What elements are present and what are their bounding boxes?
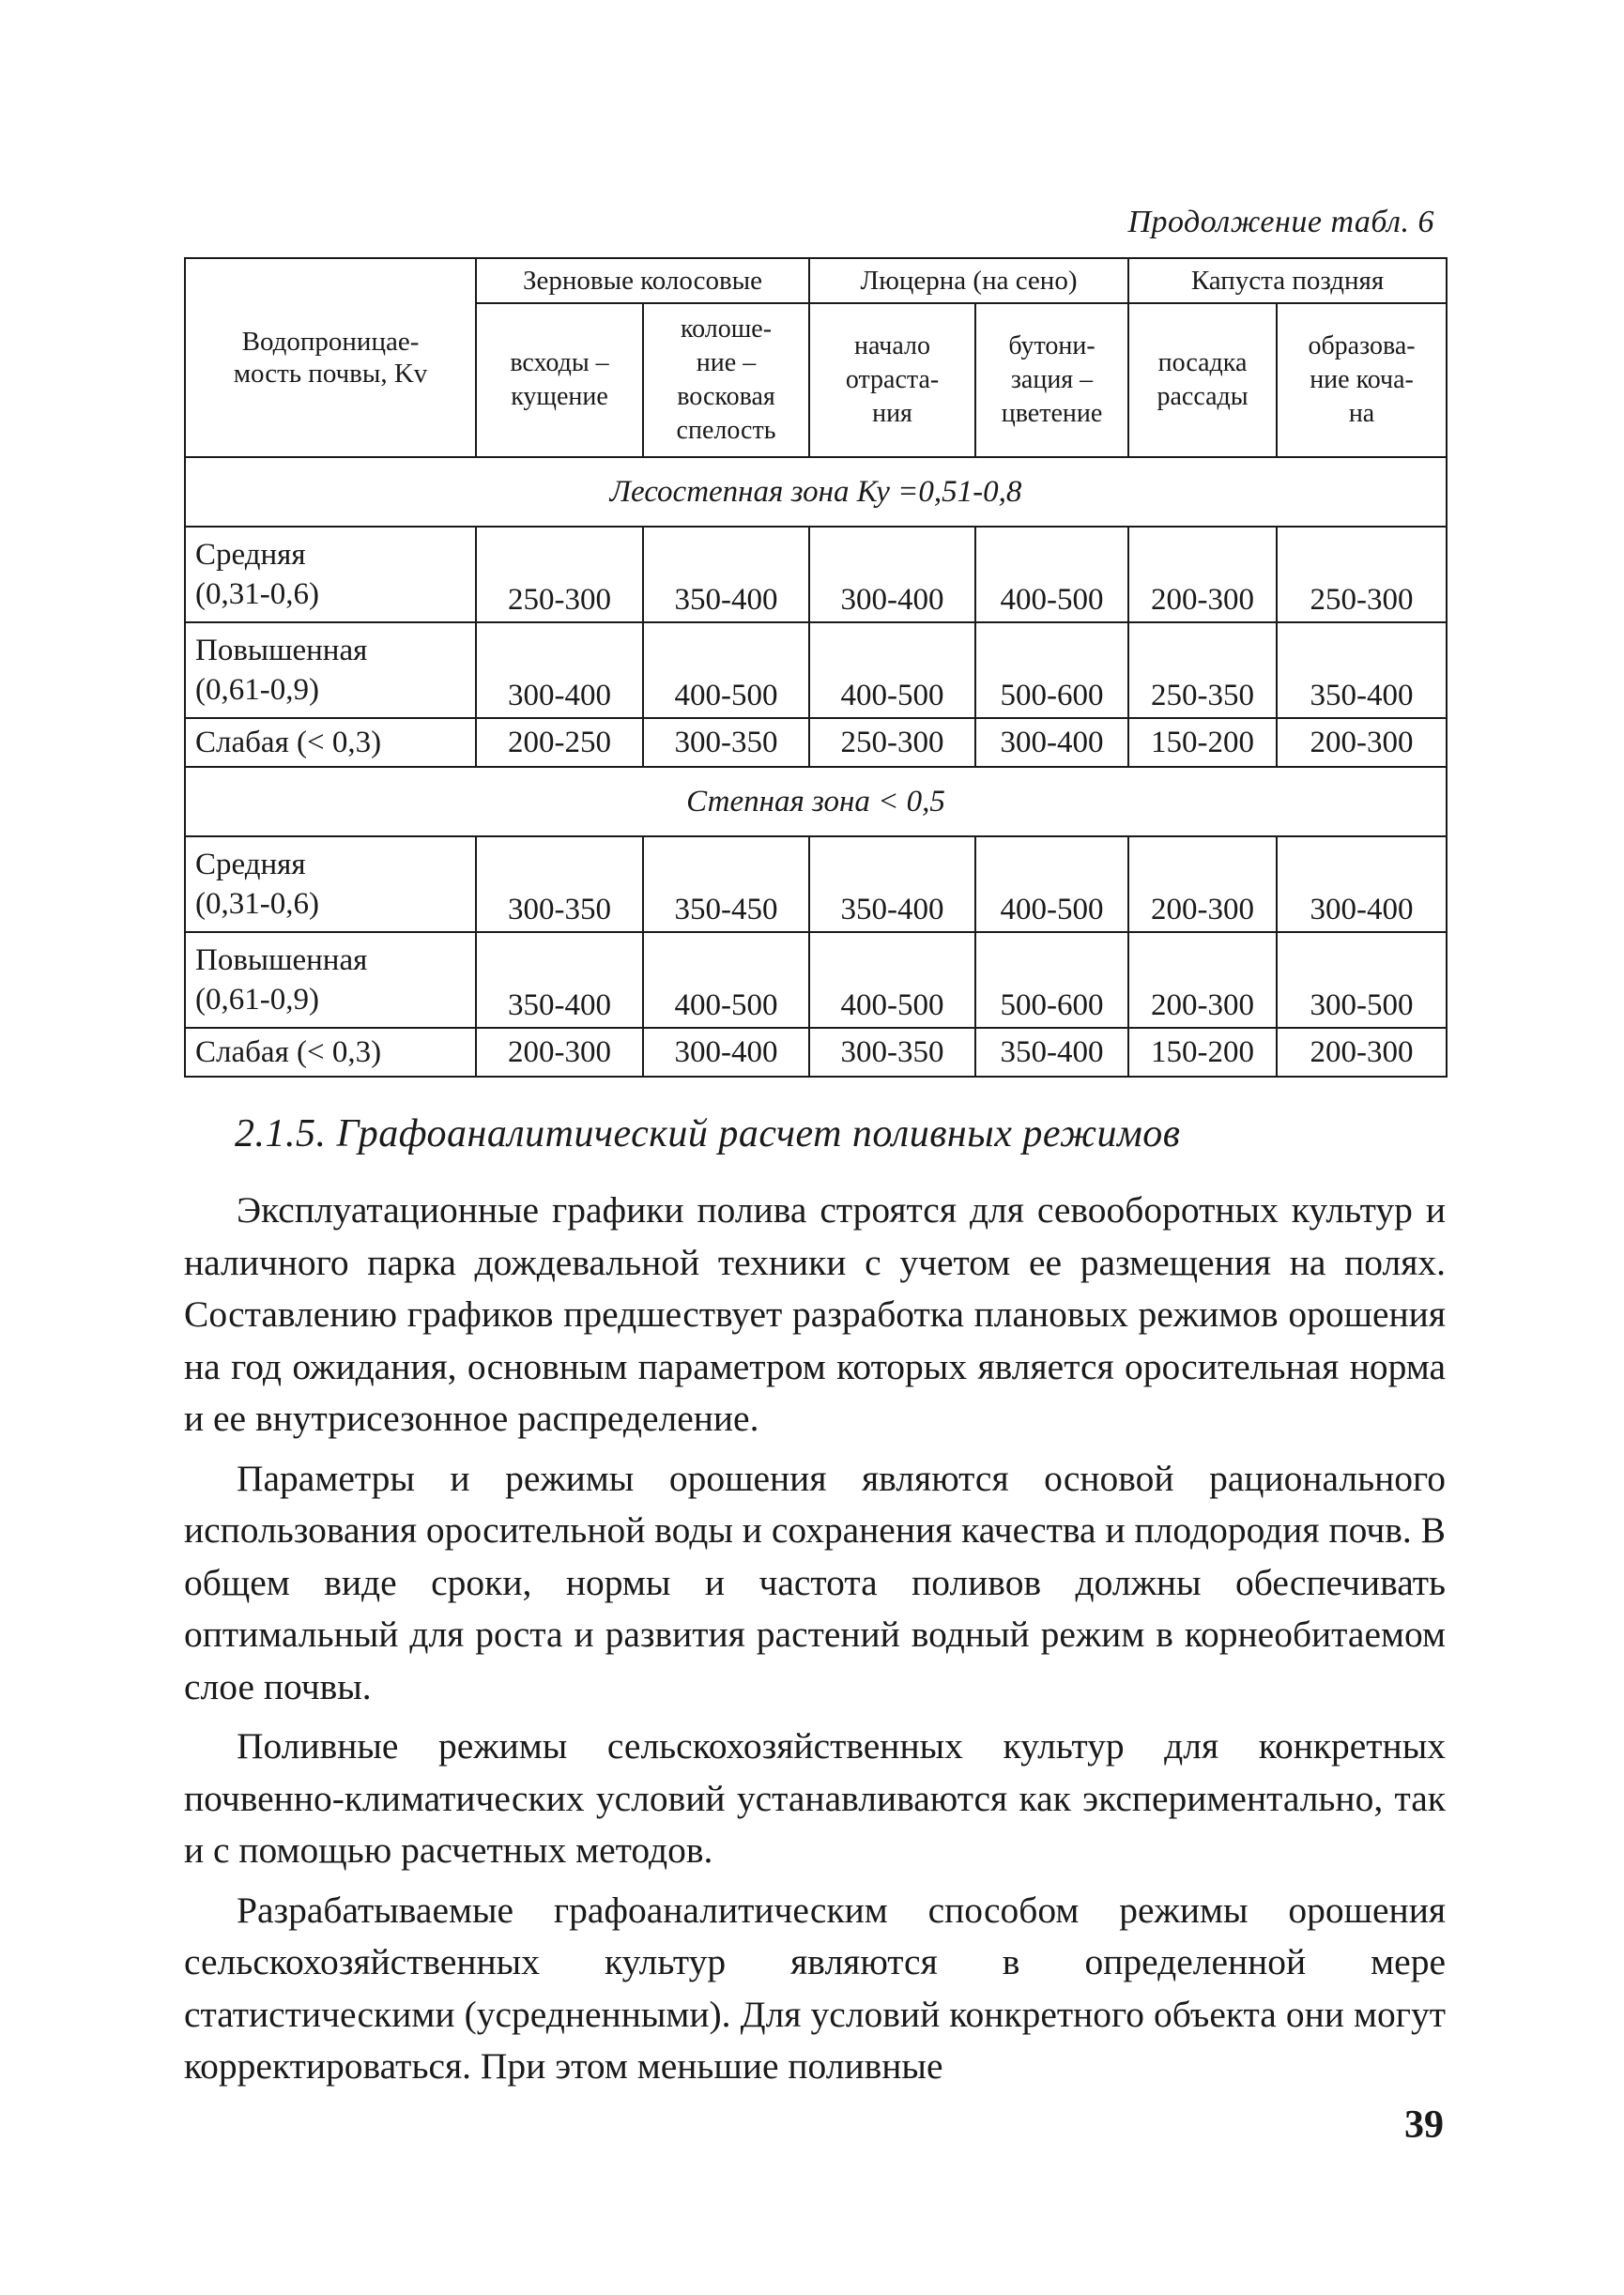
irrigation-norms-table bbox=[184, 257, 1448, 1078]
table-cell: 350-400 bbox=[643, 527, 809, 622]
row-label: Средняя (0,31-0,6) bbox=[185, 527, 476, 622]
table-cell: 400-500 bbox=[643, 622, 809, 718]
page-number: 39 bbox=[1404, 2104, 1444, 2147]
table-cell: 300-400 bbox=[643, 1028, 809, 1077]
table-cell: 350-400 bbox=[809, 836, 975, 932]
table-row bbox=[185, 622, 1447, 718]
row-header-cell: Водопроницае- мость почвы, Kv bbox=[185, 258, 476, 457]
subheader-cell: бутони- зация – цветение bbox=[975, 303, 1128, 457]
body-text bbox=[184, 1185, 1446, 2093]
table-cell: 200-300 bbox=[476, 1028, 643, 1077]
group-header-grain: Зерновые колосовые bbox=[476, 258, 809, 303]
table-cell: 300-400 bbox=[809, 527, 975, 622]
group-header-cabbage: Капуста поздняя bbox=[1128, 258, 1447, 303]
table-cell: 350-400 bbox=[476, 932, 643, 1028]
paragraph: Эксплуатационные графики полива строятся для севооборотных культур и наличного парка дождевальной техники с учетом ее размещения на полях. Составлению графиков предшествует разработка плановых режимов орошения на год ожидания, основным параметром которых является оросительная норма и ее внутрисезонное распределение. bbox=[184, 1189, 1446, 1439]
table-cell: 150-200 bbox=[1128, 718, 1277, 767]
row-label: Слабая (< 0,3) bbox=[185, 1028, 476, 1077]
table-cell: 400-500 bbox=[809, 622, 975, 718]
paragraph: Параметры и режимы орошения являются основой рационального использования оросительной воды и сохранения качества и плодородия почв. В общем виде сроки, нормы и частота поливов должны обеспечивать оптимальный для роста и развития растений водный режим в корнеобитаемом слое почвы. bbox=[184, 1457, 1446, 1707]
table-cell: 300-400 bbox=[975, 718, 1128, 767]
table-cell: 200-250 bbox=[476, 718, 643, 767]
paragraph: Поливные режимы сельскохозяйственных культур для конкретных почвенно-климатических условий устанавливаются как экспериментально, так и с помощью расчетных методов. bbox=[184, 1725, 1446, 1871]
zone-title: Степная зона < 0,5 bbox=[185, 767, 1447, 836]
table-cell: 200-300 bbox=[1128, 932, 1277, 1028]
table-cell: 150-200 bbox=[1128, 1028, 1277, 1077]
table-cell: 500-600 bbox=[975, 622, 1128, 718]
table-cell: 350-400 bbox=[975, 1028, 1128, 1077]
table-row bbox=[185, 527, 1447, 622]
zone-title: Лесостепная зона Ку =0,51-0,8 bbox=[185, 457, 1447, 527]
section-title: 2.1.5. Графоаналитический расчет поливных режимов bbox=[235, 1112, 1181, 1155]
table-cell: 300-350 bbox=[476, 836, 643, 932]
row-label: Повышенная (0,61-0,9) bbox=[185, 622, 476, 718]
table-cell: 200-300 bbox=[1277, 718, 1447, 767]
table-row bbox=[185, 1028, 1447, 1077]
table-row bbox=[185, 932, 1447, 1028]
table-cell: 250-300 bbox=[809, 718, 975, 767]
table-cell: 250-300 bbox=[476, 527, 643, 622]
table-cell: 200-300 bbox=[1277, 1028, 1447, 1077]
table-cell: 500-600 bbox=[975, 932, 1128, 1028]
table-cell: 200-300 bbox=[1128, 836, 1277, 932]
table-cell: 300-400 bbox=[1277, 836, 1447, 932]
table-cell: 300-500 bbox=[1277, 932, 1447, 1028]
table-cell: 250-300 bbox=[1277, 527, 1447, 622]
subheader-cell: образова- ние коча- на bbox=[1277, 303, 1447, 457]
zone-row bbox=[185, 457, 1447, 527]
table-cell: 350-400 bbox=[1277, 622, 1447, 718]
table-cell: 300-350 bbox=[643, 718, 809, 767]
table-cell: 300-400 bbox=[476, 622, 643, 718]
row-label: Повышенная (0,61-0,9) bbox=[185, 932, 476, 1028]
table-cell: 200-300 bbox=[1128, 527, 1277, 622]
group-header-alfalfa: Люцерна (на сено) bbox=[809, 258, 1128, 303]
paragraph: Разрабатываемые графоаналитическим способом режимы орошения сельскохозяйственных культур являются в определенной мере статистическими (усредненными). Для условий конкретного объекта они могут корректироваться. При этом меньшие поливные bbox=[184, 1889, 1446, 2087]
table-cell: 400-500 bbox=[975, 527, 1128, 622]
table-row bbox=[185, 836, 1447, 932]
row-label: Слабая (< 0,3) bbox=[185, 718, 476, 767]
table-row bbox=[185, 718, 1447, 767]
subheader-cell: посадка рассады bbox=[1128, 303, 1277, 457]
table-cell: 400-500 bbox=[643, 932, 809, 1028]
subheader-cell: колоше- ние – восковая спелость bbox=[643, 303, 809, 457]
subheader-cell: начало отраста- ния bbox=[809, 303, 975, 457]
table-cell: 400-500 bbox=[975, 836, 1128, 932]
zone-row bbox=[185, 767, 1447, 836]
table-cell: 400-500 bbox=[809, 932, 975, 1028]
table-group-header-row bbox=[185, 258, 1447, 303]
table-cell: 300-350 bbox=[809, 1028, 975, 1077]
subheader-cell: всходы – кущение bbox=[476, 303, 643, 457]
table-caption: Продолжение табл. 6 bbox=[1127, 205, 1434, 239]
table-cell: 250-350 bbox=[1128, 622, 1277, 718]
row-label: Средняя (0,31-0,6) bbox=[185, 836, 476, 932]
table-cell: 350-450 bbox=[643, 836, 809, 932]
